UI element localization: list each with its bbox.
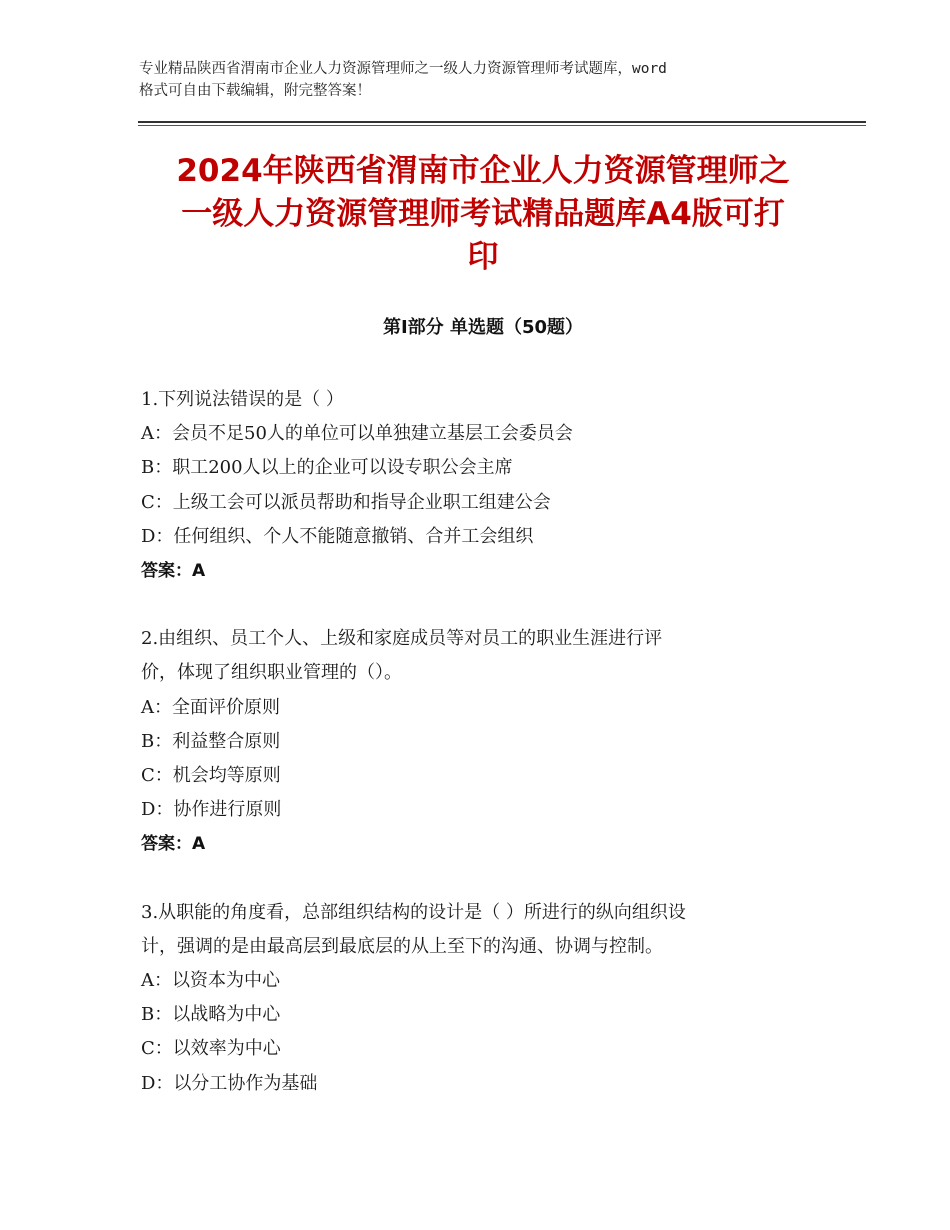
header-divider-thin [138, 125, 866, 126]
section-heading: 第Ⅰ部分 单选题（50题） [382, 317, 583, 338]
header-divider-thick [138, 121, 866, 123]
question-1-option-c: C：上级工会可以派员帮助和指导企业职工组建公会 [141, 491, 551, 513]
question-2-option-a: A：全面评价原则 [141, 696, 280, 718]
question-2 [141, 622, 831, 861]
question-2-option-c: C：机会均等原则 [141, 765, 281, 787]
document-title-line-2: 一级人力资源管理师考试精品题库A4版可打 [181, 196, 785, 232]
question-3-option-c: C：以效率为中心 [141, 1038, 281, 1060]
question-2-option-b: B：利益整合原则 [141, 730, 281, 752]
question-3-option-d: D：以分工协作为基础 [141, 1072, 318, 1094]
header-note-line-2: 格式可自由下载编辑，附完整答案！ [139, 83, 371, 99]
question-2-stem-line-2: 价，体现了组织职业管理的（）。 [141, 662, 402, 684]
question-1 [141, 383, 831, 588]
question-1-answer: 答案：A [141, 561, 206, 582]
question-3-stem-line-2: 计，强调的是由最高层到最底层的从上至下的沟通、协调与控制。 [141, 935, 663, 957]
document-title-line-3: 印 [467, 239, 499, 275]
header-note [139, 58, 829, 102]
question-list [141, 383, 831, 1135]
question-3 [141, 896, 831, 1101]
document-title [138, 150, 828, 279]
question-1-option-a: A：会员不足50人的单位可以单独建立基层工会委员会 [141, 423, 573, 445]
question-2-option-d: D：协作进行原则 [141, 799, 282, 821]
question-1-stem: 1.下列说法错误的是（ ） [141, 389, 344, 410]
question-1-option-d: D：任何组织、个人不能随意撤销、合并工会组织 [141, 525, 534, 547]
question-3-option-a: A：以资本为中心 [141, 970, 280, 992]
question-2-answer: 答案：A [141, 834, 206, 855]
header-note-line-1: 专业精品陕西省渭南市企业人力资源管理师之一级人力资源管理师考试题库，word [139, 61, 667, 77]
question-1-option-b: B：职工200人以上的企业可以设专职公会主席 [141, 457, 513, 479]
question-3-option-b: B：以战略为中心 [141, 1004, 281, 1026]
document-title-line-1: 2024年陕西省渭南市企业人力资源管理师之 [176, 153, 790, 189]
question-2-stem-line-1: 2.由组织、员工个人、上级和家庭成员等对员工的职业生涯进行评 [141, 628, 663, 650]
question-3-stem-line-1: 3.从职能的角度看，总部组织结构的设计是（ ）所进行的纵向组织设 [141, 901, 686, 923]
